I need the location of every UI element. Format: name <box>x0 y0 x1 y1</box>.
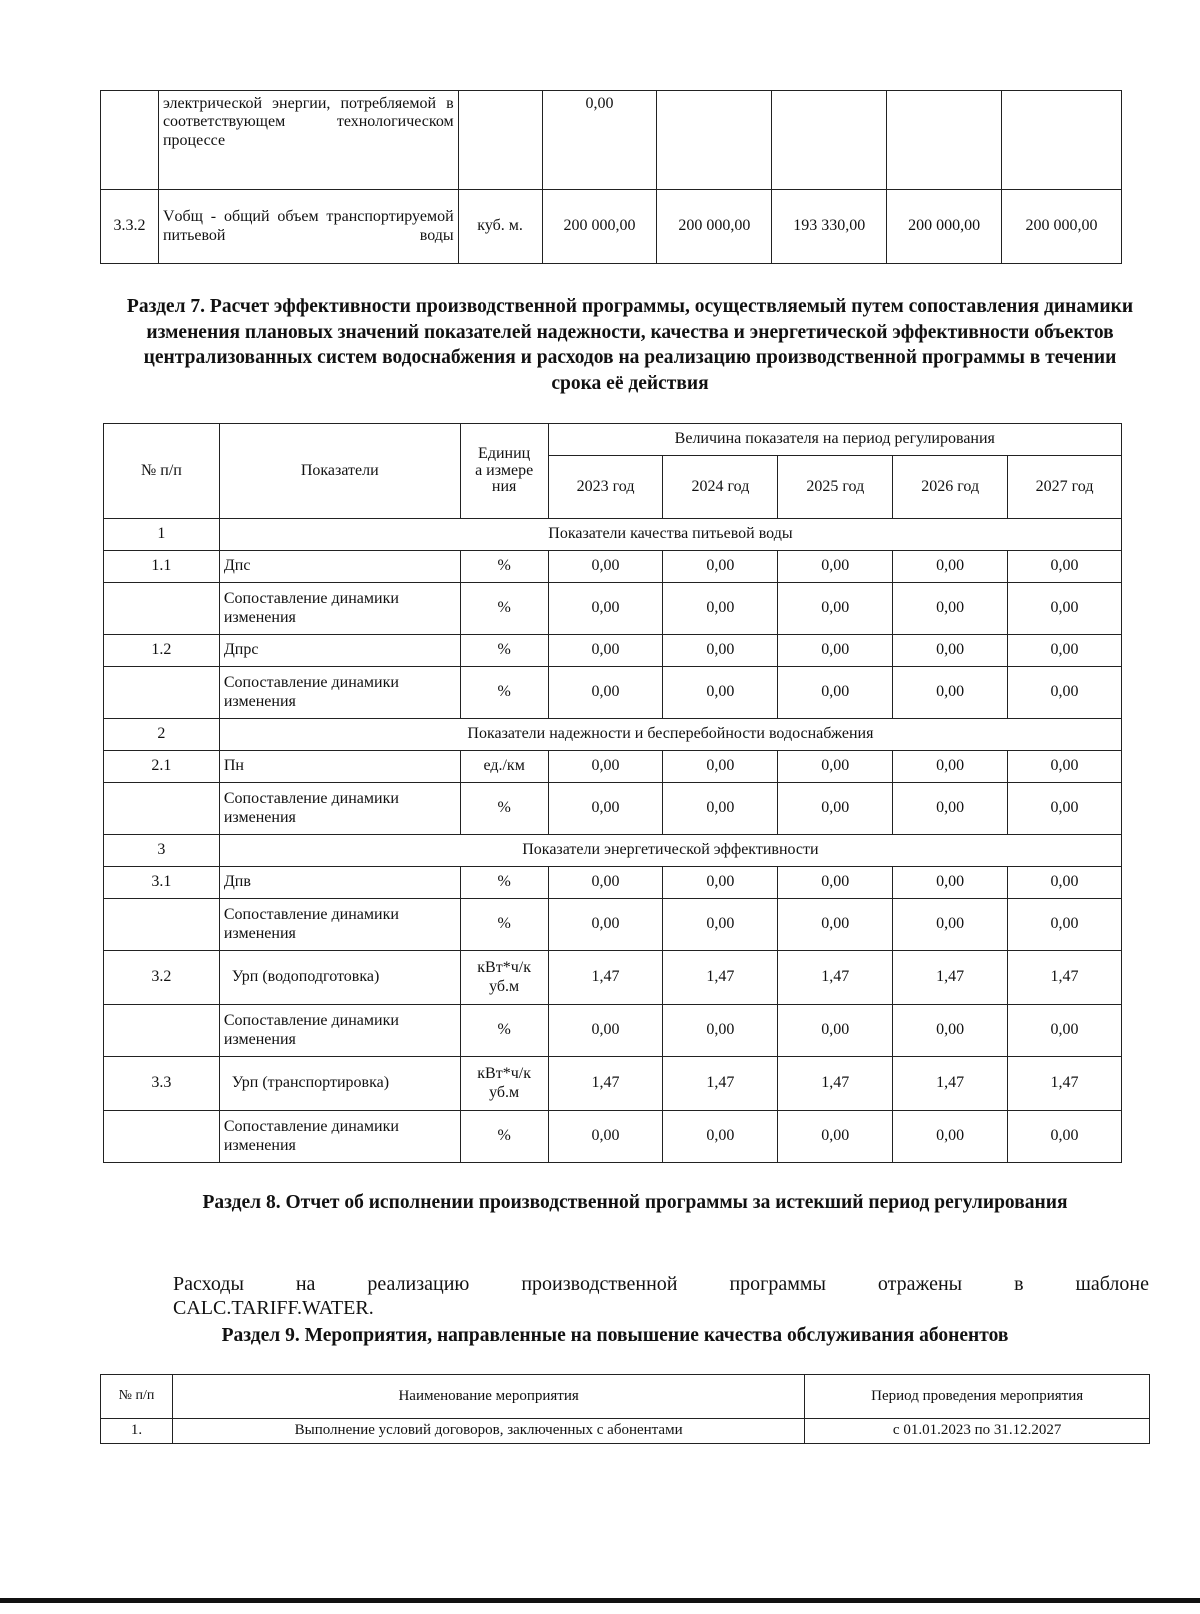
value-cell: 0,00 <box>778 751 893 783</box>
value-cell: 0,00 <box>663 551 778 583</box>
section9-heading: Раздел 9. Мероприятия, направленные на повышение качества обслуживания абонентов <box>221 1325 1009 1346</box>
unit-cell: % <box>460 1111 548 1163</box>
value-cell: 0,00 <box>1008 583 1122 635</box>
col-header-year: 2026 год <box>893 456 1008 519</box>
value-cell: 200 000,00 <box>887 190 1002 264</box>
col-header-year: 2027 год <box>1008 456 1122 519</box>
value-cell: 0,00 <box>542 91 657 190</box>
value-cell <box>657 91 772 190</box>
value-cell: 1,47 <box>663 951 778 1005</box>
value-cell: 0,00 <box>548 551 663 583</box>
value-cell: 1,47 <box>893 1057 1008 1111</box>
col-header-indicator: Показатели <box>219 424 460 519</box>
row-number: 2.1 <box>104 751 220 783</box>
table-row <box>104 1005 1122 1057</box>
value-cell: 1,47 <box>1008 1057 1122 1111</box>
value-cell: 0,00 <box>663 1005 778 1057</box>
value-cell: 0,00 <box>663 583 778 635</box>
value-cell: 193 330,00 <box>772 190 887 264</box>
table-row <box>104 635 1122 667</box>
value-cell: 200 000,00 <box>1002 190 1122 264</box>
value-cell: 0,00 <box>1008 751 1122 783</box>
value-cell: 0,00 <box>778 783 893 835</box>
group-row <box>104 835 1122 867</box>
value-cell: 0,00 <box>778 635 893 667</box>
header-row <box>101 1375 1150 1419</box>
value-cell: 0,00 <box>778 1111 893 1163</box>
value-cell: 1,47 <box>778 951 893 1005</box>
indicator-name: Сопоставление динамики изменения <box>219 1111 460 1163</box>
table-row <box>104 1057 1122 1111</box>
value-cell: 0,00 <box>778 583 893 635</box>
value-cell <box>1002 91 1122 190</box>
event-period: с 01.01.2023 по 31.12.2027 <box>805 1419 1150 1444</box>
indicator-name: Сопоставление динамики изменения <box>219 583 460 635</box>
row-number <box>104 1005 220 1057</box>
section9-table <box>100 1374 1150 1444</box>
value-cell: 0,00 <box>548 635 663 667</box>
value-cell: 0,00 <box>663 783 778 835</box>
value-cell: 0,00 <box>1008 783 1122 835</box>
value-cell: 0,00 <box>778 551 893 583</box>
indicator-name: Дпс <box>219 551 460 583</box>
row-number <box>104 583 220 635</box>
unit-cell <box>458 91 542 190</box>
indicator-name: Пн <box>219 751 460 783</box>
value-cell: 0,00 <box>778 867 893 899</box>
row-number: 3.3 <box>104 1057 220 1111</box>
table-row <box>104 867 1122 899</box>
table-row <box>101 91 1122 190</box>
value-cell: 0,00 <box>1008 1005 1122 1057</box>
unit-cell: % <box>460 899 548 951</box>
event-name: Выполнение условий договоров, заключенных с абонентами <box>172 1419 804 1444</box>
indicator-name: Сопоставление динамики изменения <box>219 783 460 835</box>
unit-cell: кВт*ч/куб.м <box>460 1057 548 1111</box>
value-cell: 0,00 <box>663 1111 778 1163</box>
section8-text-line2: CALC.TARIFF.WATER. <box>173 1297 374 1319</box>
value-cell: 0,00 <box>778 667 893 719</box>
value-cell: 0,00 <box>1008 1111 1122 1163</box>
unit-cell: кВт*ч/куб.м <box>460 951 548 1005</box>
value-cell: 0,00 <box>548 583 663 635</box>
table-row <box>104 583 1122 635</box>
value-cell: 0,00 <box>663 867 778 899</box>
unit-cell: ед./км <box>460 751 548 783</box>
value-cell: 0,00 <box>893 751 1008 783</box>
unit-cell: % <box>460 635 548 667</box>
row-number <box>104 1111 220 1163</box>
col-header-year: 2025 год <box>778 456 893 519</box>
value-cell: 0,00 <box>778 899 893 951</box>
value-cell: 0,00 <box>548 783 663 835</box>
value-cell: 0,00 <box>893 635 1008 667</box>
value-cell: 0,00 <box>893 867 1008 899</box>
indicator-name: Сопоставление динамики изменения <box>219 667 460 719</box>
header-row <box>104 424 1122 456</box>
col-header-period: Величина показателя на период регулирования <box>548 424 1121 456</box>
section7-table <box>103 423 1122 1163</box>
value-cell: 0,00 <box>663 635 778 667</box>
value-cell: 0,00 <box>548 1111 663 1163</box>
group-row <box>104 719 1122 751</box>
row-number: 3.3.2 <box>101 190 159 264</box>
unit-cell: куб. м. <box>458 190 542 264</box>
col-header-year: 2023 год <box>548 456 663 519</box>
value-cell: 1,47 <box>778 1057 893 1111</box>
value-cell: 0,00 <box>1008 899 1122 951</box>
unit-cell: % <box>460 667 548 719</box>
value-cell: 1,47 <box>1008 951 1122 1005</box>
value-cell: 1,47 <box>663 1057 778 1111</box>
row-number: 3.2 <box>104 951 220 1005</box>
indicator-name: Дпрс <box>219 635 460 667</box>
indicator-name: Урп (транспортировка) <box>219 1057 460 1111</box>
value-cell: 1,47 <box>548 1057 663 1111</box>
value-cell: 0,00 <box>893 667 1008 719</box>
table-row <box>101 1419 1150 1444</box>
value-cell: 0,00 <box>893 583 1008 635</box>
value-cell: 0,00 <box>1008 551 1122 583</box>
value-cell: 0,00 <box>548 1005 663 1057</box>
unit-cell: % <box>460 783 548 835</box>
value-cell: 1,47 <box>548 951 663 1005</box>
group-title: Показатели надежности и бесперебойности водоснабжения <box>219 719 1121 751</box>
table-row <box>104 551 1122 583</box>
value-cell: 0,00 <box>893 551 1008 583</box>
table-row <box>104 899 1122 951</box>
row-number: 3.1 <box>104 867 220 899</box>
indicator-name: Урп (водоподготовка) <box>219 951 460 1005</box>
col-header-number: № п/п <box>104 424 220 519</box>
table-row <box>104 751 1122 783</box>
value-cell: 0,00 <box>663 751 778 783</box>
table-row <box>104 667 1122 719</box>
value-cell: 0,00 <box>1008 667 1122 719</box>
value-cell: 0,00 <box>893 899 1008 951</box>
section8-text-line1: Расходы на реализацию производственной программы отражены в шаблоне <box>173 1273 1149 1295</box>
table-row <box>101 190 1122 264</box>
group-number: 1 <box>104 519 220 551</box>
value-cell: 0,00 <box>778 1005 893 1057</box>
row-number <box>104 899 220 951</box>
value-cell: 0,00 <box>893 1005 1008 1057</box>
top-continuation-table <box>100 90 1122 264</box>
col-header-year: 2024 год <box>663 456 778 519</box>
group-row <box>104 519 1122 551</box>
row-number <box>104 667 220 719</box>
value-cell: 0,00 <box>548 667 663 719</box>
value-cell: 0,00 <box>663 667 778 719</box>
table-row <box>104 783 1122 835</box>
group-number: 3 <box>104 835 220 867</box>
value-cell <box>772 91 887 190</box>
section8-heading: Раздел 8. Отчет об исполнении производственной программы за истекший период регулирования <box>202 1192 1068 1213</box>
row-number <box>104 783 220 835</box>
value-cell: 200 000,00 <box>542 190 657 264</box>
value-cell: 1,47 <box>893 951 1008 1005</box>
row-number: 1.2 <box>104 635 220 667</box>
group-number: 2 <box>104 719 220 751</box>
row-number <box>101 91 159 190</box>
value-cell <box>887 91 1002 190</box>
col-header-number: № п/п <box>101 1375 173 1419</box>
value-cell: 0,00 <box>548 867 663 899</box>
table-row <box>104 951 1122 1005</box>
indicator-name: Сопоставление динамики изменения <box>219 1005 460 1057</box>
value-cell: 0,00 <box>1008 867 1122 899</box>
row-number: 1.1 <box>104 551 220 583</box>
row-number: 1. <box>101 1419 173 1444</box>
unit-cell: % <box>460 583 548 635</box>
unit-cell: % <box>460 867 548 899</box>
col-header-name: Наименование мероприятия <box>172 1375 804 1419</box>
indicator-name: электрической энергии, потребляемой в соответствующем технологическом процессе <box>158 91 458 190</box>
value-cell: 200 000,00 <box>657 190 772 264</box>
section7-heading: Раздел 7. Расчет эффективности производственной программы, осуществляемый путем сопоставления динамики изменения плановых значений показателей надежности, качества и энергетической эффективности объектов централизованных систем водоснабжения и расходов на реализацию производственной программы в течении срока её действия <box>126 296 1134 394</box>
unit-cell: % <box>460 551 548 583</box>
indicator-name: Сопоставление динамики изменения <box>219 899 460 951</box>
indicator-name: Дпв <box>219 867 460 899</box>
value-cell: 0,00 <box>893 783 1008 835</box>
value-cell: 0,00 <box>663 899 778 951</box>
indicator-name: Vобщ - общий объем транспортируемой питьевой воды <box>158 190 458 264</box>
value-cell: 0,00 <box>893 1111 1008 1163</box>
value-cell: 0,00 <box>548 751 663 783</box>
col-header-unit: Единица измерения <box>460 424 548 519</box>
page-bottom-rule <box>0 1598 1200 1603</box>
unit-cell: % <box>460 1005 548 1057</box>
group-title: Показатели качества питьевой воды <box>219 519 1121 551</box>
group-title: Показатели энергетической эффективности <box>219 835 1121 867</box>
col-header-period: Период проведения мероприятия <box>805 1375 1150 1419</box>
value-cell: 0,00 <box>1008 635 1122 667</box>
table-row <box>104 1111 1122 1163</box>
value-cell: 0,00 <box>548 899 663 951</box>
